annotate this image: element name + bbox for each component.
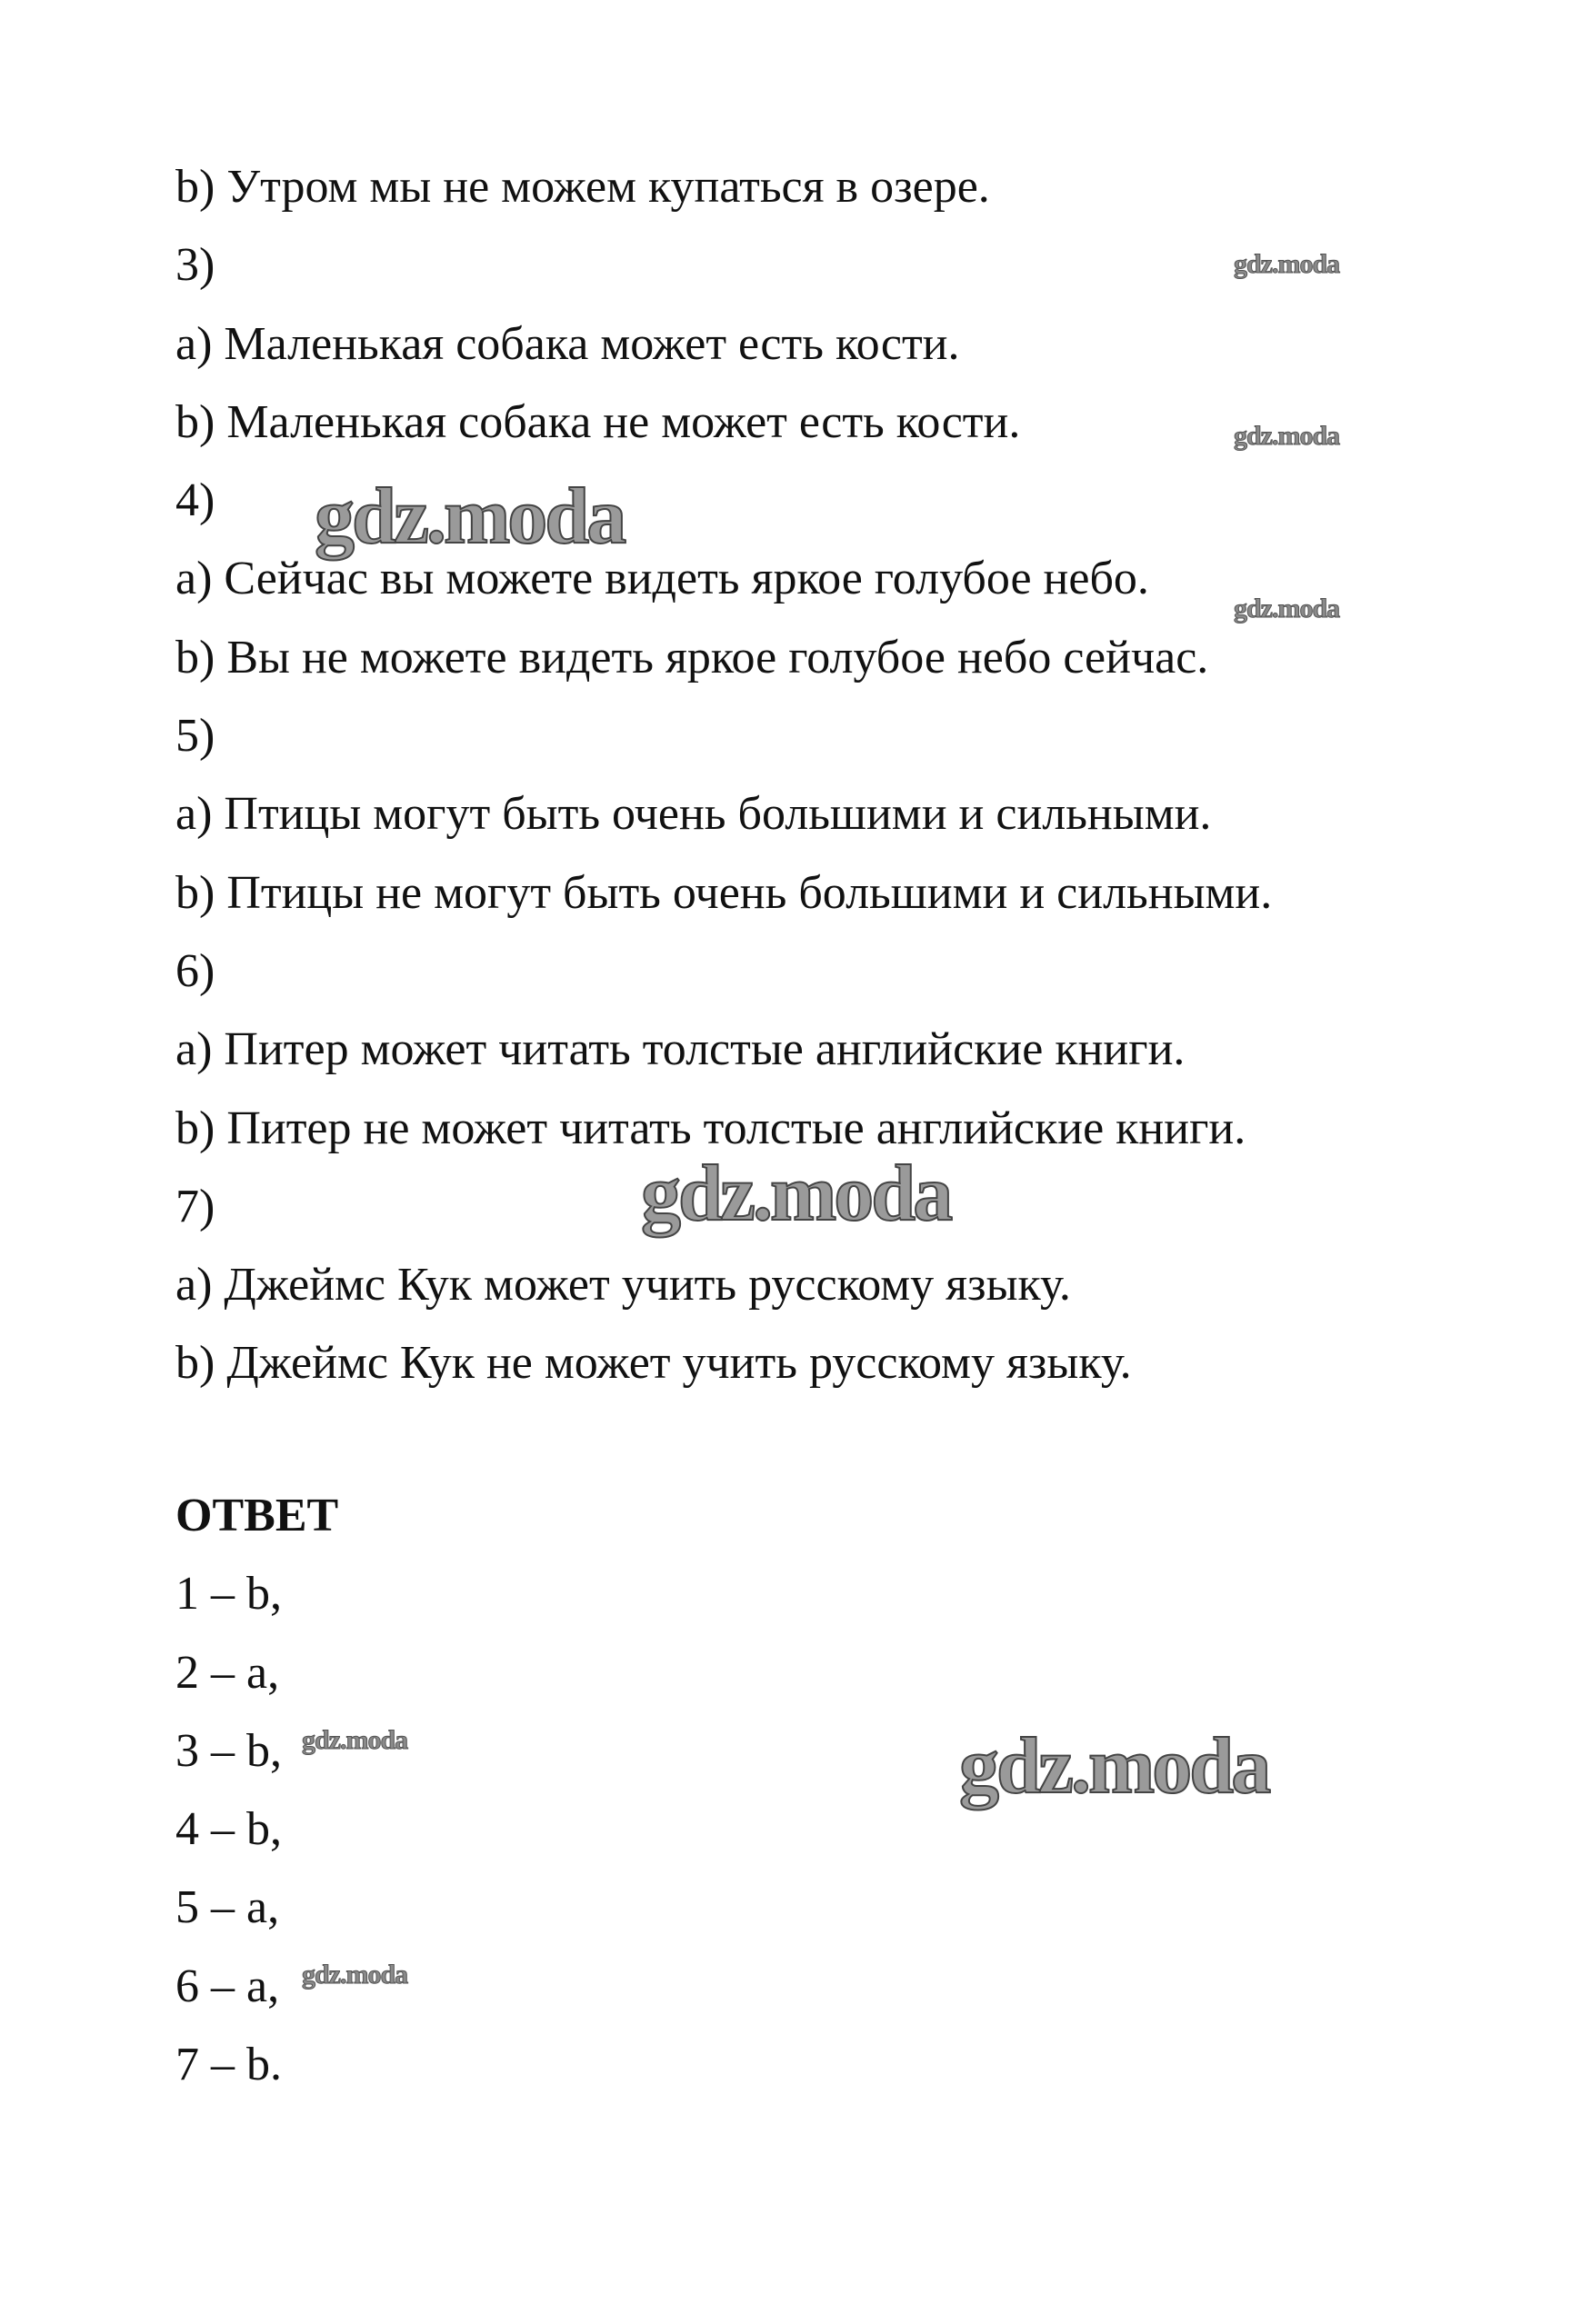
answer-item: 4 – b,	[175, 1803, 282, 1856]
watermark: gdz.moda	[315, 473, 625, 561]
answer-item: 1 – b,	[175, 1568, 282, 1621]
answer-item: 5 – a,	[175, 1881, 280, 1934]
item-number: 5)	[175, 710, 215, 763]
watermark: gdz.moda	[1234, 421, 1340, 451]
answer-item: 6 – a,	[175, 1960, 280, 2012]
watermark: gdz.moda	[641, 1150, 951, 1238]
text-line: b) Вы не можете видеть яркое голубое небо сейчас.	[175, 631, 1209, 683]
answer-heading: ОТВЕТ	[175, 1490, 339, 1541]
item-number: 7)	[175, 1180, 215, 1232]
text-line: a) Сейчас вы можете видеть яркое голубое небо.	[175, 553, 1149, 605]
answer-item: 2 – a,	[175, 1646, 280, 1699]
answer-item: 3 – b,	[175, 1724, 282, 1777]
text-line: b) Джеймс Кук не может учить русскому языку.	[175, 1337, 1132, 1390]
watermark: gdz.moda	[1234, 593, 1340, 623]
text-line: a) Джеймс Кук может учить русскому языку.	[175, 1259, 1071, 1312]
text-line: b) Птицы не могут быть очень большими и сильными.	[175, 866, 1273, 919]
text-line: a) Питер может читать толстые английские книги.	[175, 1023, 1186, 1076]
answer-section	[175, 1477, 338, 2104]
text-line: b) Питер не может читать толстые английские книги.	[175, 1102, 1246, 1154]
watermark: gdz.moda	[302, 1725, 408, 1755]
text-line: b) Утром мы не можем купаться в озере.	[175, 161, 990, 213]
item-number: 3)	[175, 239, 215, 292]
text-line: a) Маленькая собака может есть кости.	[175, 317, 960, 370]
item-number: 4)	[175, 474, 215, 527]
watermark: gdz.moda	[1234, 249, 1340, 279]
answer-item: 7 – b.	[175, 2039, 282, 2091]
text-line: a) Птицы могут быть очень большими и сильными.	[175, 788, 1212, 841]
item-number: 6)	[175, 944, 215, 997]
watermark: gdz.moda	[302, 1960, 408, 1990]
watermark: gdz.moda	[959, 1722, 1269, 1810]
text-line: b) Маленькая собака не может есть кости.	[175, 395, 1021, 448]
